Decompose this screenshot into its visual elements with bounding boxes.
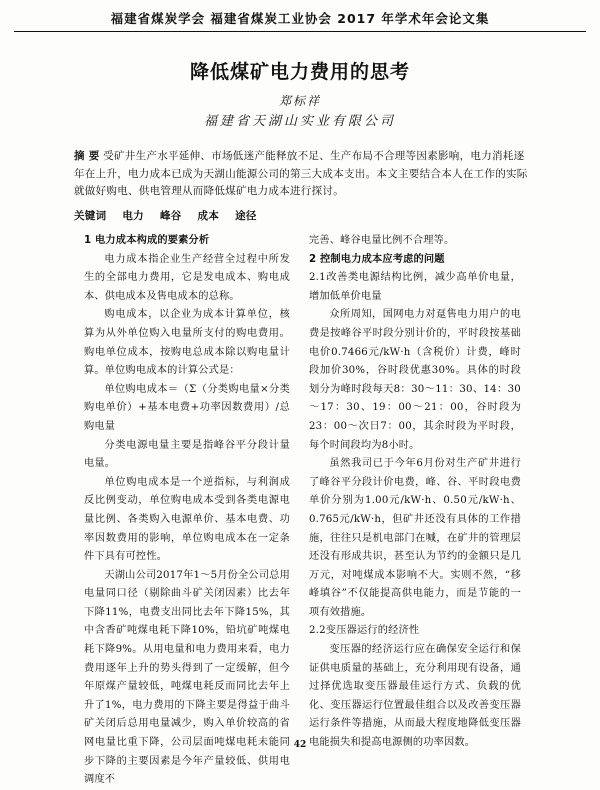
page-number: 42 bbox=[293, 740, 307, 750]
subsection-heading: 2.1改善类电源结构比例，减少高单价电量，增加低单价电量 bbox=[309, 272, 521, 302]
article-title: 降低煤矿电力费用的思考 bbox=[189, 61, 410, 83]
section-heading: 2 控制电力成本应考虑的问题 bbox=[309, 253, 445, 265]
formula: 单位购电成本＝（Σ（分类购电量×分类购电单价）+基本电费+功率因数费用）/总购电量 bbox=[84, 383, 290, 432]
paragraph: 单位购电成本是一个逆指标，与利润成反比例变动，单位购电成本受到各类电源电量比例、各类购入电源单价、基本电费、功率因数费用的影响，单位购电成本在一定条件下具有可控性。 bbox=[84, 476, 290, 563]
paragraph: 天湖山公司2017年1～5月份全公司总用电量同口径（剔除曲斗矿关闭因素）比去年下降11%，电费支出同比去年下降15%，其中含香矿吨煤电耗下降10%，铅坑矿吨煤电耗下降9%。从用电量和电力费用来看，电力费用逐年上升的势头得到了一定缓解，但今年原煤产量较低，吨煤电耗反而同比去年上升了1%，电力费用的下降主要是得益于曲斗矿关闭后总用电量减少，购入单价较高的省网电量比重下降，公司层面吨煤电耗未能同步下降的主要因素是今年产量较低、供用电调度不 bbox=[84, 569, 290, 786]
paragraph: 虽然我司已于今年6月份对生产矿井进行了峰谷平分段计价电费，峰、谷、平时段电费单价分别为1.00元/kW·h、0.50元/kW·h、0.765元/kW·h，但矿井还没有具体的工作措施，往往只是机电部门在喊，在矿井的管理层还没有形成共识，甚至认为节约的金额只是几万元，对吨煤成本影响不大。实则不然，“移峰填谷”不仅能提高供电能力，而是节能的一项有效措施。 bbox=[309, 458, 521, 618]
paragraph: 购电成本，以企业为成本计算单位，核算为从外单位购入电量所支付的购电费用。购电单位成本，按购电总成本除以购电量计算。单位购电成本的计算公式是： bbox=[84, 309, 290, 377]
paragraph: 电力成本指企业生产经营全过程中所发生的全部电力费用，它是发电成本、购电成本、供电成本及售电成本的总称。 bbox=[84, 253, 290, 302]
paragraph-continued: 完善、峰谷电量比例不合理等。 bbox=[309, 235, 455, 246]
abstract-label: 摘 要 bbox=[74, 150, 100, 162]
paragraph: 众所周知，国网电力对趸售电力用户的电费是按峰谷平时段分别计价的，平时段按基础电价0.7466元/kW·h（含税价）计费，峰时段加价30%，谷时段优惠30%。具体的时段划分为峰时段每天8：30～11：30、14：30～17：30、19：00～21：00，谷时段为23：00～次日7：00，其余时段为平时段，每个时间段均为8小时。 bbox=[309, 309, 521, 451]
header-rule bbox=[14, 31, 586, 32]
right-column bbox=[309, 232, 521, 749]
section-heading: 1 电力成本构成的要素分析 bbox=[84, 235, 210, 246]
subsection-heading: 2.2变压器运行的经济性 bbox=[309, 625, 420, 637]
paragraph: 变压器的经济运行应在确保安全运行和保证供电质量的基础上，充分利用现有设备，通过择优选取变压器最佳运行方式、负载的优化、变压器运行位置最佳组合以及改善变压器运行条件等措施，从而最大程度地降低变压器电能损失和提高电源侧的功率因数。 bbox=[309, 644, 521, 749]
keyword: 电力 bbox=[122, 210, 144, 222]
article-author: 郑标祥 bbox=[278, 94, 321, 108]
abstract bbox=[74, 148, 529, 201]
keyword: 成本 bbox=[197, 210, 220, 222]
abstract-text: 受矿井生产水平延伸、市场低迷产能释放不足、生产布局不合理等因素影响，电力消耗逐年在上升，电力成本已成为天湖山能源公司的第三大成本支出。本文主要结合本人在工作的实际就做好购电、供电管理从而降低煤矿电力成本进行探讨。 bbox=[74, 150, 528, 197]
keyword: 峰谷 bbox=[159, 210, 182, 222]
keyword: 途径 bbox=[235, 210, 257, 222]
paragraph: 分类电源电量主要是指峰谷平分段计量电量。 bbox=[84, 439, 290, 470]
keywords-label: 关键词 bbox=[74, 210, 107, 222]
left-column bbox=[84, 232, 290, 786]
running-head: 福建省煤炭学会 福建省煤炭工业协会 2017 年学术年会论文集 bbox=[110, 11, 490, 26]
keywords bbox=[74, 208, 529, 223]
article-affiliation: 福建省天湖山实业有限公司 bbox=[203, 114, 396, 129]
